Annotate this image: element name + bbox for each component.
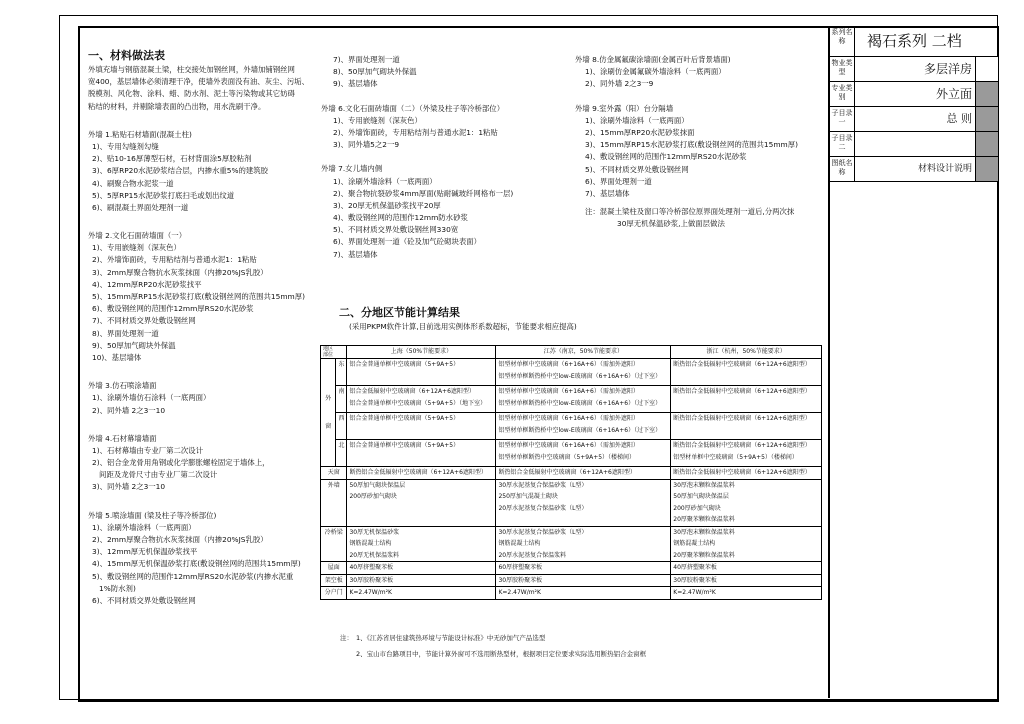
section-item: 1)、专用勾缝剂勾缝 bbox=[92, 141, 159, 151]
table-cell: 铝型材单框中空玻璃窗（6+16A+6）（需加外遮阳） 铝型材单框断热桥中空low-E玻璃窗（6+16A+6）（过下室） bbox=[496, 359, 671, 386]
gray-cell bbox=[975, 82, 998, 106]
subdir2-label: 子目录二 bbox=[830, 132, 855, 156]
energy-table bbox=[320, 345, 822, 600]
section-item: 7)、基层墙体 bbox=[585, 188, 630, 198]
table-row bbox=[321, 386, 822, 413]
table-note-label: 注： bbox=[340, 634, 353, 642]
section-item: 1)、涂刷外墙涂料（一底两面） bbox=[585, 115, 689, 125]
table-header: 上海（50%节能要求） bbox=[347, 346, 496, 359]
note-line: 30厚无机保温砂浆,上做面层做法 bbox=[617, 219, 725, 229]
section-item: 2)、外墙饰面砖，专用粘结剂与普通水泥1：1粘贴 bbox=[92, 255, 257, 265]
section-item: 1)、石材幕墙由专业厂第二次设计 bbox=[92, 445, 204, 455]
section-title: 外墙 9.室外露（阳）台分隔墙 bbox=[575, 103, 674, 113]
section-title: 外墙 7.女儿墙内侧 bbox=[321, 164, 383, 174]
series-label: 系列名称 bbox=[830, 26, 855, 56]
table-cell: 断热铝合金低辐射中空玻璃窗（6+12A+6遮阳型） bbox=[347, 467, 496, 480]
section-item: 5)、5厚RP15水泥砂浆打底扫毛或划出纹道 bbox=[92, 190, 235, 200]
table-note-line: 1、《江苏省居住建筑热环境与节能设计标准》中无砂加气产品选型 bbox=[356, 634, 546, 642]
table-cell: 北 bbox=[336, 440, 347, 467]
table-header: 江苏（南京，50%节能要求） bbox=[496, 346, 671, 359]
property-label: 物业类型 bbox=[830, 57, 855, 81]
table-row bbox=[321, 359, 822, 386]
gray-cell bbox=[975, 107, 998, 131]
section-item: 1)、涂刷仿金属氟碳外墙涂料（一底两面） bbox=[585, 67, 726, 77]
property-value: 多层洋房 bbox=[923, 62, 972, 76]
energy-calc-heading: 二、分地区节能计算结果 bbox=[339, 306, 460, 319]
materials-column-3 bbox=[575, 54, 798, 230]
section-item: 3)、6厚RP20水泥砂浆结合层，内掺水重5%的建筑胶 bbox=[92, 166, 269, 176]
section-title: 外墙 8.仿金属氟碳涂墙面(金属百叶后背景墙面) bbox=[575, 55, 731, 64]
table-cell: 铝合金普通单框中空玻璃窗（5+9A+5） bbox=[347, 413, 496, 440]
table-cell: 30厚泡末颗粒保温浆料 50厚加气砌块保温层 200厚砂加气砌块 20厚聚苯颗粒保温浆料 bbox=[671, 479, 822, 526]
table-cell: 天窗 bbox=[321, 467, 347, 480]
drawing-label: 图纸名称 bbox=[830, 157, 855, 181]
table-cell: 分户门 bbox=[321, 587, 347, 600]
section-item: 间距及龙骨尺寸由专业厂第二次设计 bbox=[92, 470, 218, 480]
table-cell: 架空板 bbox=[321, 574, 347, 587]
section-item: 6)、界面处理剂一道 bbox=[585, 176, 652, 186]
materials-heading: 一、材料做法表 bbox=[88, 49, 165, 62]
table-cell: 30厚无机保温砂浆 钢筋混凝土结构 20厚无机保温浆料 bbox=[347, 526, 496, 562]
intro-line: 外填充墙与钢筋混凝土梁，柱交接处加钢丝网，外墙加铺钢丝网 bbox=[88, 65, 295, 74]
section-item: 3)、20厚无机保温砂浆找平20厚 bbox=[333, 200, 441, 210]
section-item: 4)、敷设钢丝网的范围作12mm防水砂浆 bbox=[333, 213, 468, 223]
table-row bbox=[321, 467, 822, 480]
subdir1-label: 子目录一 bbox=[830, 107, 855, 131]
section-item: 2)、2mm厚聚合物抗水灰浆抹面（内掺20%JS乳胶） bbox=[92, 535, 268, 544]
section-title: 外墙 1.粘贴石材墙面(混凝土柱) bbox=[88, 129, 192, 139]
title-row-discipline bbox=[830, 82, 998, 107]
table-cell: 60厚挤塑聚苯板 bbox=[496, 562, 671, 575]
table-cell: K=2.47W/m²K bbox=[496, 587, 671, 600]
table-row bbox=[321, 587, 822, 600]
section-title: 外墙 3.仿石喷涂墙面 bbox=[88, 381, 157, 391]
table-cell: 30厚胶粉聚苯板 bbox=[496, 574, 671, 587]
table-row bbox=[321, 413, 822, 440]
title-row-sub2 bbox=[830, 132, 998, 157]
section-item: 7)、基层墙体 bbox=[333, 249, 378, 259]
section-item: 8)、界面处理剂一道 bbox=[92, 328, 159, 338]
title-row-sub1 bbox=[830, 107, 998, 132]
section-item: 6)、敷设钢丝网的范围作12mm厚RS20水泥砂浆 bbox=[92, 304, 254, 314]
gray-cell bbox=[975, 157, 998, 181]
section-item: 2)、外墙饰面砖，专用粘结剂与普通水泥1：1粘贴 bbox=[333, 127, 498, 137]
section-item: 6)、不同材质交界处敷设钢丝网 bbox=[92, 595, 196, 605]
table-cell: 铝合金普通单框中空玻璃窗（5+9A+5） bbox=[347, 359, 496, 386]
table-cell: 40厚挤塑聚苯板 bbox=[347, 562, 496, 575]
section-item: 3)、同外墙 2之3一10 bbox=[92, 482, 166, 492]
table-cell: 铝型材单框中空玻璃窗（6+16A+6）（需加外遮阳） 铝型材单框断热桥中空low-E玻璃窗（6+16A+6）（过下室） bbox=[496, 386, 671, 413]
section-title: 外墙 4.石材幕墙墙面 bbox=[88, 433, 157, 443]
table-cell: 30厚泡末颗粒保温浆料 钢筋混凝土结构 20厚聚苯颗粒保温浆料 bbox=[671, 526, 822, 562]
section-item: 4)、刷聚合物水泥浆一道 bbox=[92, 178, 174, 188]
table-header-row bbox=[321, 346, 822, 359]
table-cell: K=2.47W/m²K bbox=[671, 587, 822, 600]
section-item: 5)、不同材质交界处敷设钢丝网330宽 bbox=[333, 225, 459, 235]
table-cell: 50厚加气砌块保温层 200厚砂加气砌块 bbox=[347, 479, 496, 526]
section-item: 1)、涂刷外墙涂料（一底两面） bbox=[333, 176, 437, 186]
section-item: 7)、界面处理剂一道 bbox=[333, 55, 400, 64]
title-cell-blank bbox=[975, 57, 998, 81]
table-row bbox=[321, 562, 822, 575]
table-header: 浙江（杭州，50%节能要求） bbox=[671, 346, 822, 359]
table-cell: 冷桥梁 bbox=[321, 526, 347, 562]
drawing-value: 材料设计说明 bbox=[917, 164, 972, 174]
intro-line: 脱模剂、风化物、涂料、蜡、防水剂、泥土等污染物或其它妨碍 bbox=[88, 89, 295, 99]
section-item: 1)、专用嵌缝剂（深灰色） bbox=[333, 115, 422, 125]
table-cell: 30厚水泥基复合保温砂浆（L型） 钢筋混凝土结构 20厚水泥基复合保温浆料 bbox=[496, 526, 671, 562]
materials-column-1 bbox=[88, 48, 309, 607]
subdir2-value bbox=[857, 132, 976, 156]
table-cell: 30厚胶粉聚苯板 bbox=[671, 574, 822, 587]
section-item: 3)、12mm厚无机保温砂浆找平 bbox=[92, 547, 198, 557]
series-value: 褐石系列 二档 bbox=[867, 32, 962, 50]
table-cell: 屋面 bbox=[321, 562, 347, 575]
section-item: 2)、铝合金龙骨用角钢或化学膨胀螺栓固定于墙体上， bbox=[92, 458, 270, 468]
section-item: 5)、不同材质交界处敷设钢丝网 bbox=[585, 164, 689, 174]
section-title: 外墙 5.喷涂墙面 (梁及柱子等冷桥部位) bbox=[88, 510, 217, 520]
section-item: 9)、基层墙体 bbox=[333, 79, 378, 89]
table-cell: 东 bbox=[336, 359, 347, 386]
section-item: 1)、专用嵌缝剂（深灰色） bbox=[92, 243, 181, 253]
table-cell: K=2.47W/m²K bbox=[347, 587, 496, 600]
table-cell: 30厚胶粉聚苯板 bbox=[347, 574, 496, 587]
table-cell: 40厚挤塑聚苯板 bbox=[671, 562, 822, 575]
note-line: 注：混凝土梁柱及窗口等冷桥部位原界面处理剂一道后,分两次抹 bbox=[585, 207, 795, 217]
section-item: 3)、15mm厚RP15水泥砂浆打底(敷设钢丝网的范围共15mm厚) bbox=[585, 140, 798, 150]
section-item: 2)、聚合物抗裂砂浆4mm厚面(贴耐碱玻纤网格布一层) bbox=[333, 188, 514, 198]
section-item: 2)、同外墙 2之3一9 bbox=[585, 79, 654, 89]
table-cell: 外窗 bbox=[321, 359, 336, 467]
materials-column-2 bbox=[321, 54, 514, 261]
table-row bbox=[321, 479, 822, 526]
section-item: 3)、同外墙5之2一9 bbox=[333, 140, 400, 150]
section-item: 8)、50厚加气砌块外保温 bbox=[333, 67, 417, 77]
section-item: 2)、同外墙 2之3一10 bbox=[92, 405, 166, 415]
table-cell: 30厚水泥基复合保温砂浆（L型） 250厚加气混凝土砌块 20厚水泥基复合保温砂浆（L型） bbox=[496, 479, 671, 526]
section-item: 4)、12mm厚RP20水泥砂浆找平 bbox=[92, 279, 202, 289]
table-cell: 铝型材单框中空玻璃窗（6+16A+6）（需加外遮阳） 铝型材单框断热中空玻璃窗（5+9A+5）（楼梯间） bbox=[496, 440, 671, 467]
table-cell: 断热铝合金低辐射中空玻璃窗（6+12A+6遮阳型） bbox=[496, 467, 671, 480]
table-cell: 铝型材单框中空玻璃窗（6+16A+6）（需加外遮阳） 铝型材单框断热桥中空low-E玻璃窗（6+16A+6）（过下室） bbox=[496, 413, 671, 440]
section-item: 1)、涂刷外墙涂料（一底两面） bbox=[92, 522, 196, 532]
section-item: 4)、15mm厚无机保温砂浆打底(敷设钢丝网的范围共15mm厚) bbox=[92, 559, 301, 569]
section-item: 2)、贴10-16厚薄型石材，石材背面涂5厚胶粘剂 bbox=[92, 154, 252, 164]
table-cell: 铝合金普通单框中空玻璃窗（5+9A+5） bbox=[347, 440, 496, 467]
section-item: 9)、50厚加气砌块外保温 bbox=[92, 340, 176, 350]
table-cell: 外墙 bbox=[321, 479, 347, 526]
section-item: 6)、界面处理剂一道（砼及加气砼砌块表面） bbox=[333, 237, 482, 247]
section-item: 4)、敷设钢丝网的范围作12mm厚RS20水泥砂浆 bbox=[585, 152, 747, 162]
subdir1-value: 总 则 bbox=[946, 112, 972, 125]
table-note-line: 2、宝山市台路项目中，节能计算外窗可不选用断热型材，根据项目定位要求实际选用断热铝合金窗框 bbox=[356, 650, 647, 658]
discipline-value: 外立面 bbox=[935, 87, 972, 101]
gray-cell bbox=[975, 132, 998, 156]
section-item: 5)、敷设钢丝网的范围作12mm厚RS20水泥砂浆(内掺水泥重 bbox=[92, 571, 294, 581]
intro-line: 宽400，基层墙体必须清理干净，使墙外表面没有油、灰尘、污垢、 bbox=[88, 77, 310, 87]
section-item: 3)、2mm厚聚合物抗水灰浆抹面（内掺20%JS乳胶） bbox=[92, 267, 268, 277]
energy-calc-subheading: (采用PKPM软件计算,目前选用实例体形系数超标，节能要求相应提高) bbox=[349, 322, 577, 331]
table-cell: 断热铝合金低辐射中空玻璃窗（6+12A+6遮阳型） bbox=[671, 413, 822, 440]
section-item: 5)、15mm厚RP15水泥砂浆打底(敷设钢丝网的范围共15mm厚) bbox=[92, 292, 305, 301]
intro-line: 粘结的材料，并剔除墙表面的凸出物，用水洗刷干净。 bbox=[88, 101, 266, 111]
title-row-series bbox=[830, 26, 998, 57]
table-cell: 断热铝合金低辐射中空玻璃窗（6+12A+6遮阳型） bbox=[671, 386, 822, 413]
table-cell: 断热铝合金低辐射中空玻璃窗（6+12A+6遮阳型） bbox=[671, 467, 822, 480]
table-cell: 南 bbox=[336, 386, 347, 413]
table-corner: 地区 部位 bbox=[321, 346, 347, 359]
table-row bbox=[321, 440, 822, 467]
section-item: 6)、刷混凝土界面处理剂一道 bbox=[92, 202, 189, 212]
table-row bbox=[321, 574, 822, 587]
table-cell: 断热铝合金低辐射中空玻璃窗（6+12A+6遮阳型） 铝型材单框中空玻璃窗（5+9A+5）（楼梯间） bbox=[671, 440, 822, 467]
section-item: 1%防水剂) bbox=[92, 583, 136, 593]
section-item: 2)、15mm厚RP20水泥砂浆抹面 bbox=[585, 127, 695, 137]
section-title: 外墙 6.文化石面砖墙面（二）（外梁及柱子等冷桥部位） bbox=[321, 103, 505, 113]
title-row-drawing bbox=[830, 157, 998, 182]
section-item: 10)、基层墙体 bbox=[92, 352, 142, 362]
table-row bbox=[321, 526, 822, 562]
section-item: 1)、涂刷外墙仿石涂料（一底两面） bbox=[92, 393, 211, 403]
discipline-label: 专业类别 bbox=[830, 82, 855, 106]
title-block bbox=[828, 26, 998, 698]
section-item: 7)、不同材质交界处敷设钢丝网 bbox=[92, 316, 196, 326]
section-title: 外墙 2.文化石面砖墙面（一） bbox=[88, 231, 187, 241]
title-row-property bbox=[830, 57, 998, 82]
table-cell: 铝合金低辐射中空玻璃窗（6+12A+6遮阳型） 铝合金普通单框中空玻璃窗（5+9A+5）（地下室） bbox=[347, 386, 496, 413]
table-cell: 西 bbox=[336, 413, 347, 440]
table-cell: 断热铝合金低辐射中空玻璃窗（6+12A+6遮阳型） bbox=[671, 359, 822, 386]
